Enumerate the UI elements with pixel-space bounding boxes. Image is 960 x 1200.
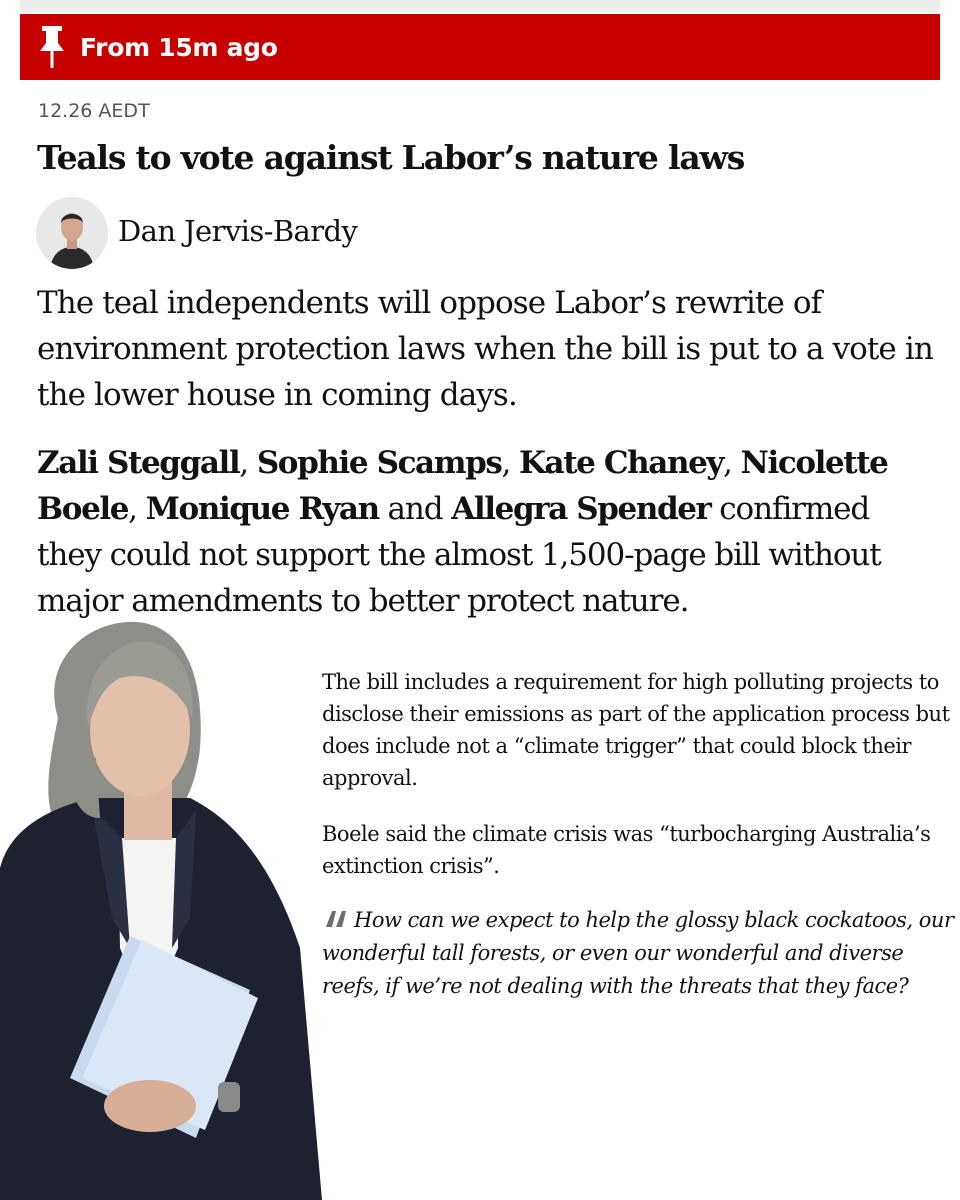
separator: , [501,445,519,481]
separator: , [723,445,741,481]
post-headline: Teals to vote against Labor’s nature laws [37,138,745,177]
separator: , [239,445,257,481]
post-timestamp[interactable]: 12.26 AEDT [38,100,150,122]
top-divider [20,0,940,12]
mp-name: Zali Steggall [37,445,240,481]
intro-paragraph: The teal independents will oppose Labor’s rewrite of environment protection laws when the bill is put to a vote in the lower house in coming days. [37,285,933,413]
author-name[interactable]: Dan Jervis-Bardy [118,214,358,248]
quote-mark-icon [322,911,348,927]
author-avatar[interactable] [36,197,108,269]
politician-photo [0,618,330,1200]
pinned-label: From 15m ago [80,32,278,62]
mp-name: Nicolette Boele [37,445,888,527]
mp-name: Kate Chaney [518,445,724,481]
pull-quote [322,904,954,1003]
mp-name: Allegra Spender [451,491,711,527]
separator: , [128,491,146,527]
side-paragraph-2: Boele said the climate crisis was “turbocharging Australia’s extinction crisis”. [322,822,931,878]
side-paragraph-1: The bill includes a requirement for high polluting projects to disclose their emissions as part of the application process but does include not a “climate trigger” that could block their approval. [322,670,950,790]
mp-name: Monique Ryan [145,491,379,527]
pinned-post-banner[interactable] [20,14,940,80]
body-text: confirmed they could not support the almost 1,500-page bill without major amendments to better protect nature. [37,491,881,619]
mp-name: Sophie Scamps [256,445,502,481]
author-photo [36,197,108,269]
body-paragraph [37,440,937,624]
quote-text: How can we expect to help the glossy black cockatoos, our wonderful tall forests, or even our wonderful and diverse reefs, if we’re not dealing with the threats that they face? [322,908,954,998]
separator: and [378,491,452,527]
pin-icon [34,23,70,71]
